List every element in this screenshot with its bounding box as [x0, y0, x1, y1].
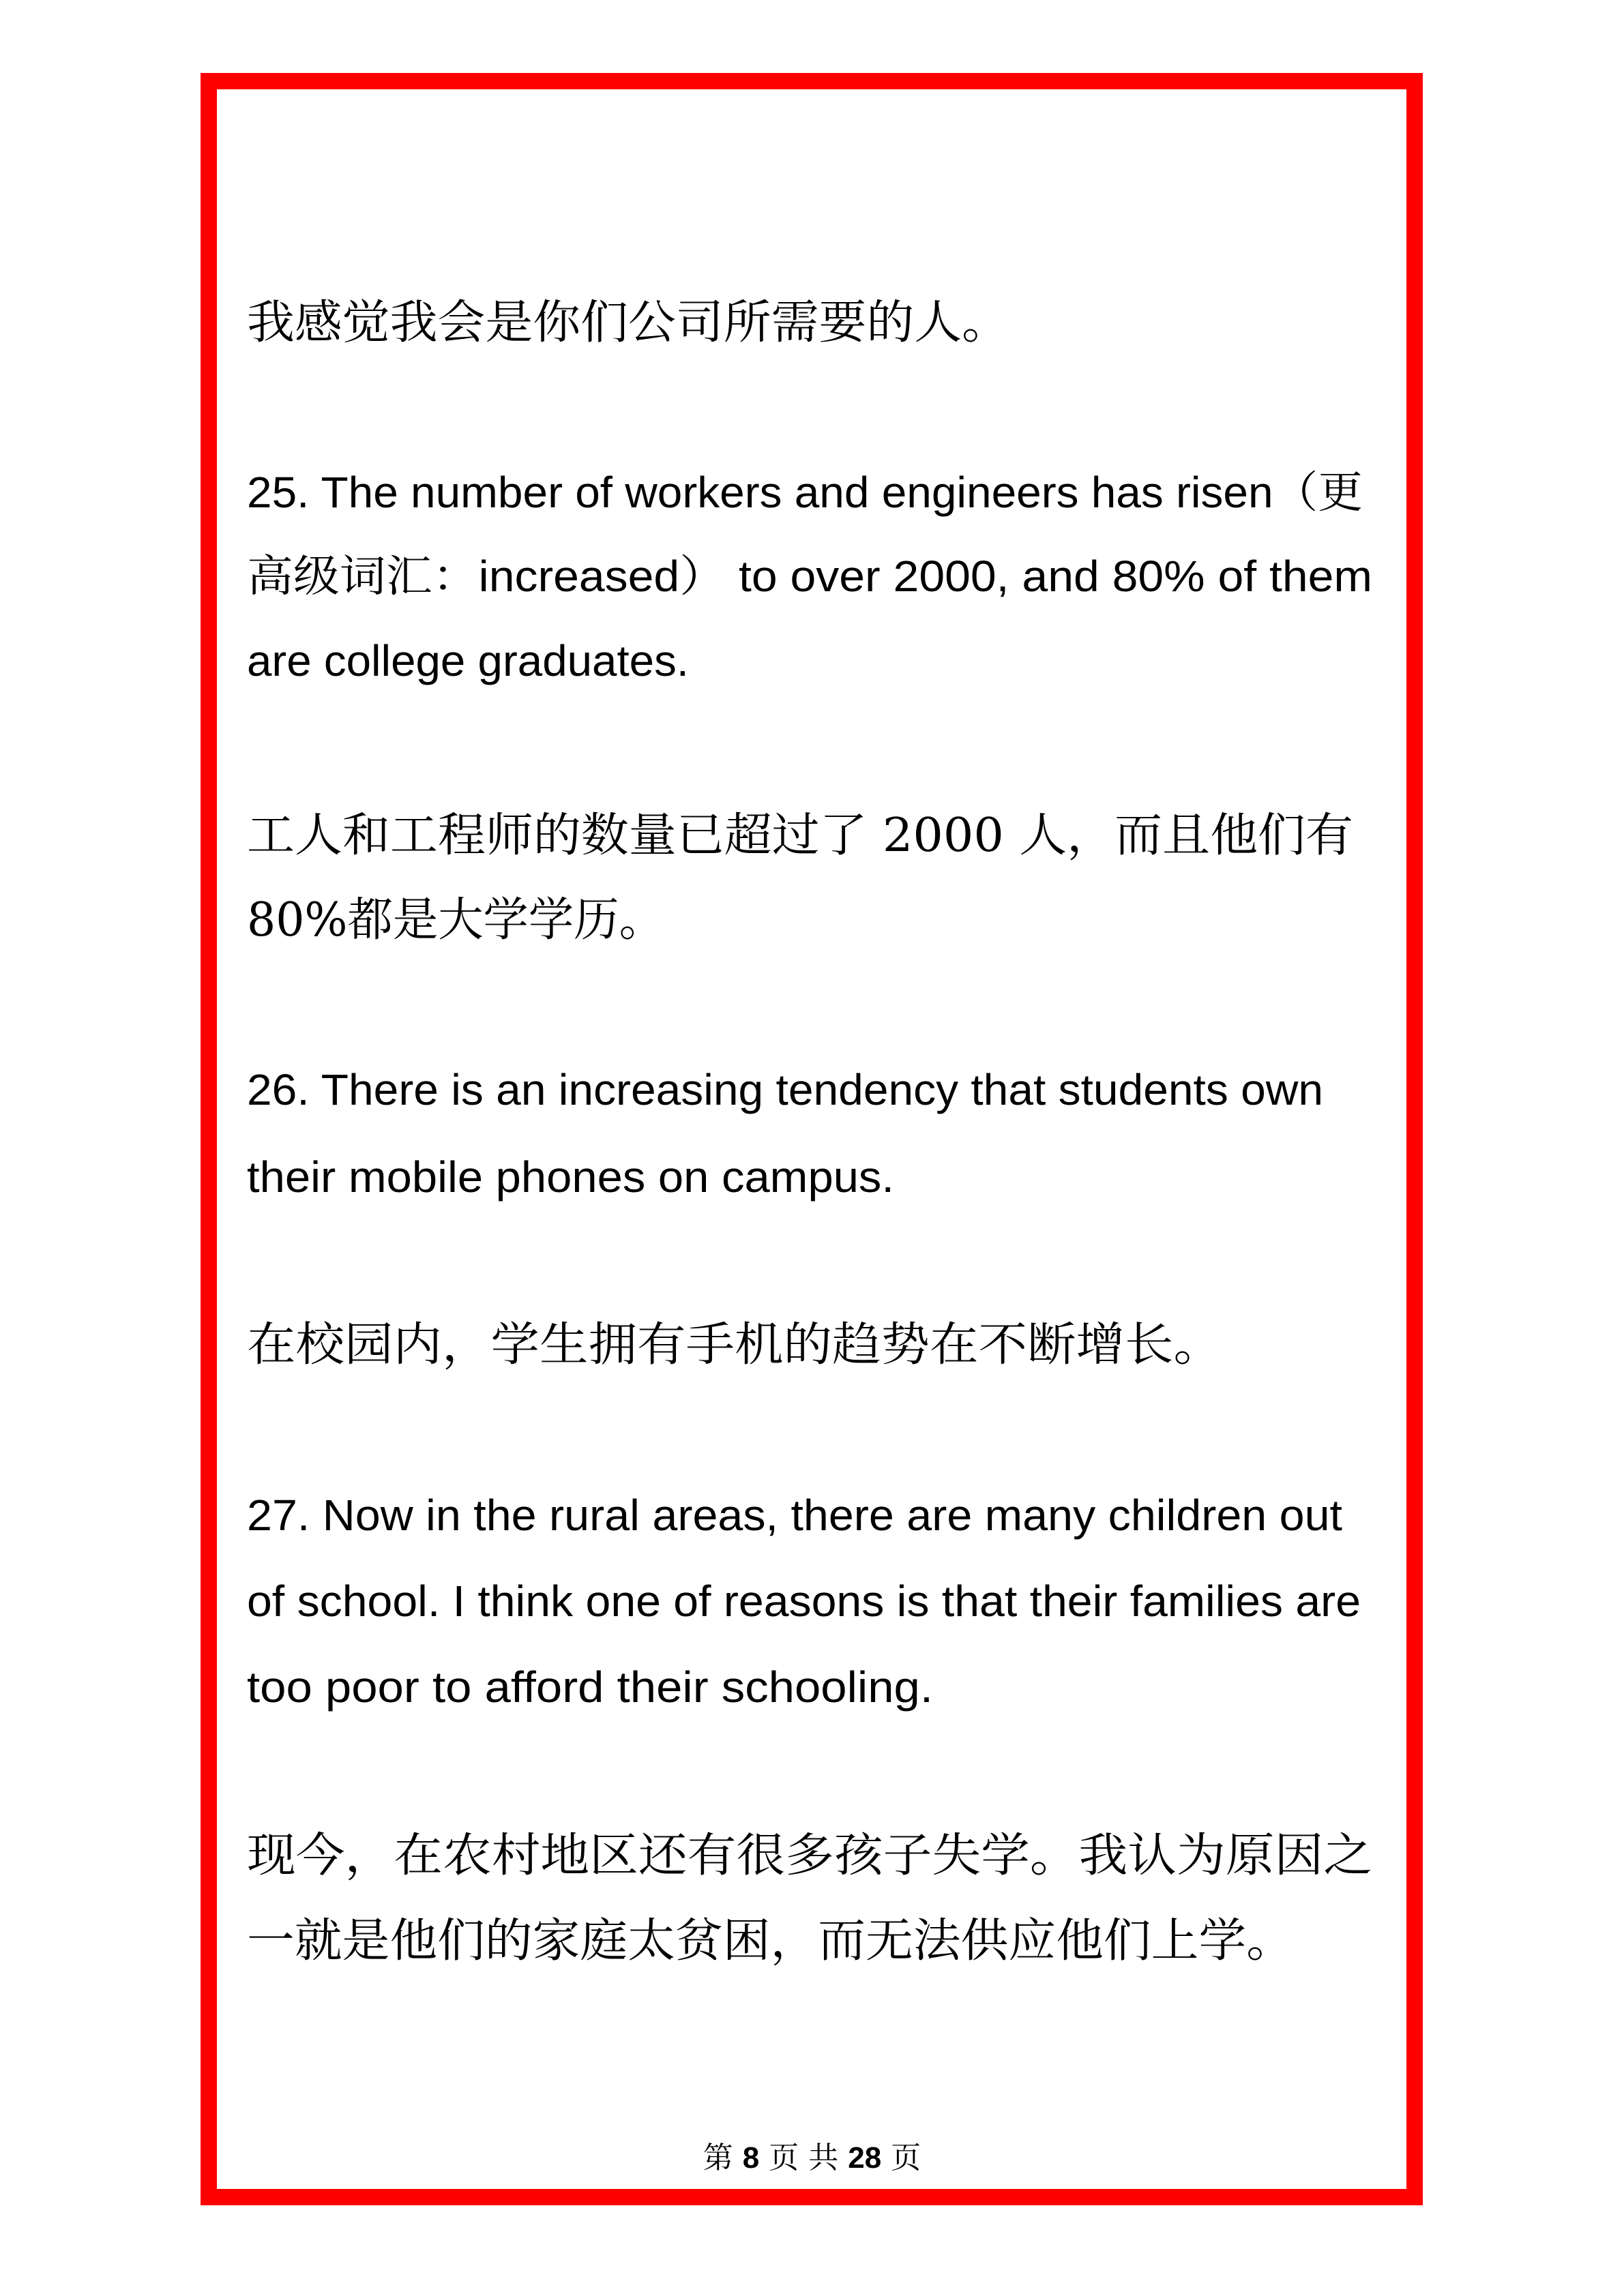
sentence-26-en-line-2: their mobile phones on campus.	[247, 1152, 894, 1202]
page-number-footer	[0, 2133, 1624, 2177]
translation-24-zh: 我感觉我会是你们公司所需要的人。	[247, 296, 1009, 350]
current-page-number: 8	[742, 2141, 760, 2175]
sentence-27-en-line-1: 27. Now in the rural areas, there are many children out	[247, 1491, 1343, 1540]
translation-25-zh-line-1: 工人和工程师的数量已超过了 2000 人，而且他们有	[247, 809, 1353, 863]
sentence-25-en-line-3: are college graduates.	[247, 636, 689, 685]
footer-prefix: 第	[703, 2141, 733, 2175]
translation-26-zh: 在校园内，学生拥有手机的趋势在不断增长。	[247, 1318, 1222, 1372]
sentence-25-en-line-1: 25. The number of workers and engineers has risen（更	[247, 468, 1363, 517]
translation-25-zh-line-2: 80%都是大学学历。	[247, 893, 664, 947]
translation-27-zh-line-1: 现今，在农村地区还有很多孩子失学。我认为原因之	[247, 1829, 1372, 1883]
red-page-border	[201, 73, 1423, 2205]
sentence-27-en-line-2: of school. I think one of reasons is that their families are	[247, 1577, 1361, 1626]
sentence-26-en-line-1: 26. There is an increasing tendency that students own	[247, 1065, 1323, 1114]
footer-mid: 页 共	[769, 2141, 839, 2175]
translation-27-zh-line-2: 一就是他们的家庭太贫困，而无法供应他们上学。	[247, 1914, 1294, 1968]
total-page-count: 28	[848, 2141, 882, 2175]
footer-suffix: 页	[891, 2141, 921, 2175]
sentence-27-en-line-3: too poor to afford their schooling.	[247, 1663, 933, 1712]
sentence-25-en-line-2: 高级词汇：increased） to over 2000, and 80% of them	[247, 552, 1372, 601]
